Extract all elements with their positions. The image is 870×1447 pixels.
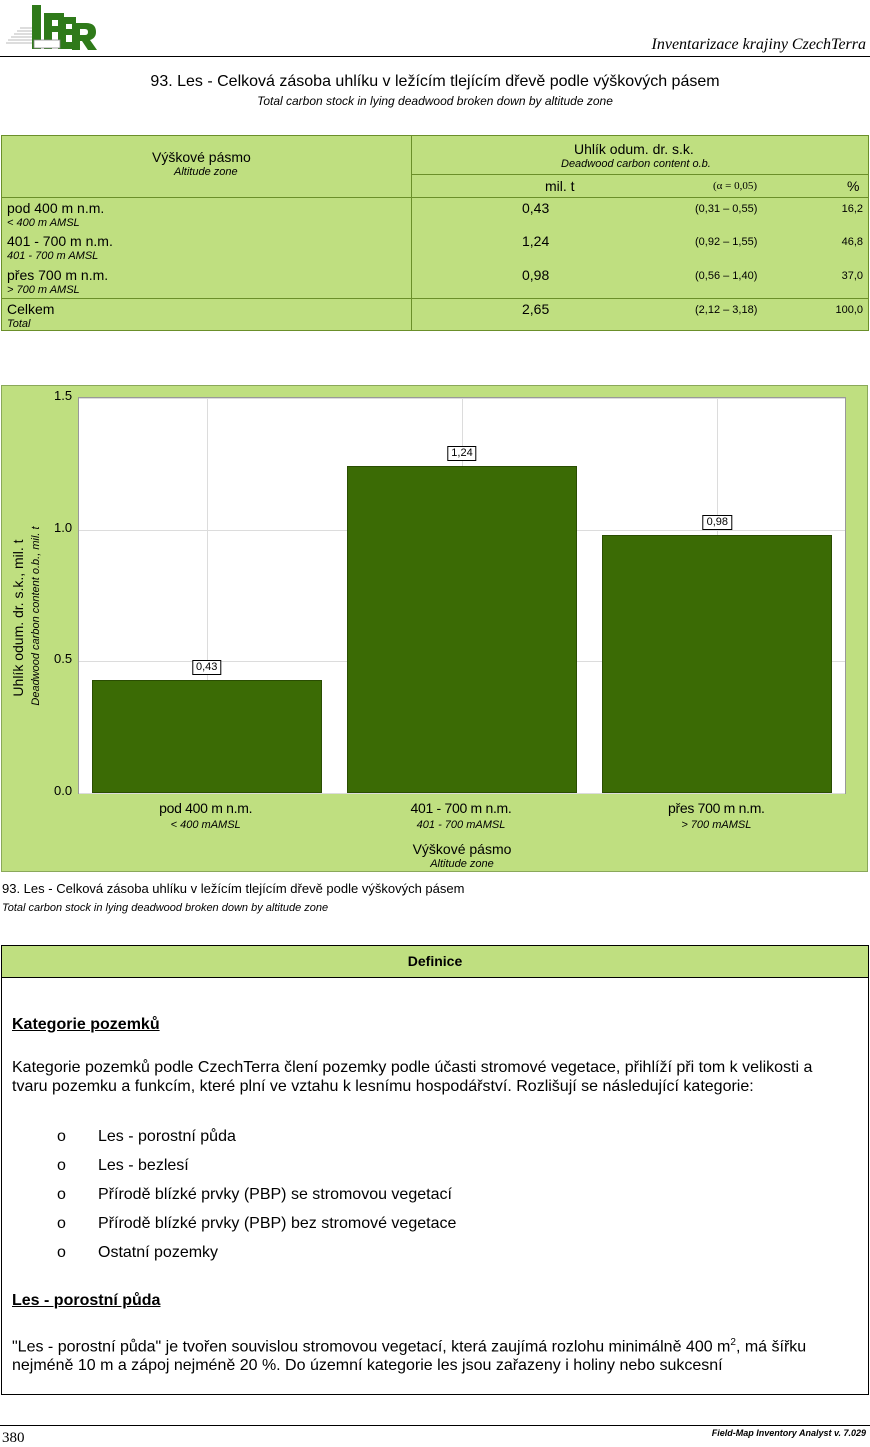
superscript: 2 <box>730 1337 736 1348</box>
data-table <box>1 135 869 331</box>
table-total-rule <box>2 298 869 299</box>
x-axis-sublabel: Altitude zone <box>430 858 494 870</box>
paragraph-text: "Les - porostní půda" je tvořen souvislou stromovou vegetací, která zaujímá rozlohu minimálně 400 m <box>12 1338 731 1356</box>
row-ci: (0,92 – 1,55) <box>695 236 758 248</box>
x-tick-label: pod 400 m n.m. <box>159 800 253 816</box>
row-sublabel: < 400 m AMSL <box>7 217 80 229</box>
grid-line <box>79 793 845 794</box>
definitions-box <box>1 945 869 1395</box>
list-item: Přírodě blízké prvky (PBP) se stromovou vegetací <box>98 1186 452 1203</box>
definitions-header: Definice <box>2 946 868 978</box>
col-carbon-subheader: Deadwood carbon content o.b. <box>561 158 711 170</box>
list-bullet: o <box>57 1157 66 1174</box>
y-tick-label: 0.5 <box>54 651 73 667</box>
table-column-divider <box>411 136 412 330</box>
table-header-divider <box>411 174 869 175</box>
y-tick-label: 1.5 <box>54 388 73 403</box>
row-ci-total: (2,12 – 3,18) <box>695 304 758 316</box>
row-percent: 37,0 <box>841 270 863 282</box>
x-tick-sublabel: > 700 mAMSL <box>681 819 752 831</box>
footer-divider <box>0 1425 870 1426</box>
row-value: 1,24 <box>522 233 550 249</box>
ifer-logo <box>6 3 98 53</box>
table-subtitle: Total carbon stock in lying deadwood broken down by altitude zone <box>257 94 613 108</box>
chart-caption: 93. Les - Celková zásoba uhlíku v ležícím tlejícím dřevě podle výškových pásem <box>2 881 465 896</box>
definition-paragraph <box>12 1333 842 1375</box>
page-number: 380 <box>2 1430 25 1446</box>
x-tick-label: přes 700 m n.m. <box>668 800 765 816</box>
row-percent: 46,8 <box>841 236 863 248</box>
x-tick-sublabel: 401 - 700 mAMSL <box>416 819 506 831</box>
x-tick-label: 401 - 700 m n.m. <box>410 800 512 816</box>
row-percent: 16,2 <box>841 203 863 215</box>
x-axis-label: Výškové pásmo <box>412 841 512 857</box>
row-label-total: Celkem <box>7 301 55 317</box>
plot-area <box>78 397 846 794</box>
row-label: přes 700 m n.m. <box>7 267 109 283</box>
header-divider <box>0 56 870 57</box>
col-altitude-subheader: Altitude zone <box>174 166 238 178</box>
list-bullet: o <box>57 1215 66 1232</box>
y-axis-label: Uhlík odum. dr. s.k., mil. t <box>10 539 26 697</box>
col-altitude-header: Výškové pásmo <box>152 149 251 165</box>
y-tick-label: 0.0 <box>54 783 73 798</box>
x-tick-sublabel: < 400 mAMSL <box>170 819 241 831</box>
col-alpha: (α = 0,05) <box>713 180 758 192</box>
row-value: 0,43 <box>522 200 550 216</box>
footer-software: Field-Map Inventory Analyst v. 7.029 <box>711 1428 866 1438</box>
list-item: Les - porostní půda <box>98 1128 236 1145</box>
definition-paragraph: Kategorie pozemků podle CzechTerra člení pozemky podle účasti stromové vegetace, přihlíží při tom k velikosti a tvaru pozemku a funkcím, které plní ve vztahu k lesnímu hospodářství. Rozlišují se následující kategorie: <box>12 1059 813 1095</box>
row-label: pod 400 m n.m. <box>7 200 105 216</box>
y-tick-label: 1.0 <box>54 519 73 535</box>
row-sublabel-total: Total <box>7 318 31 330</box>
table-title: 93. Les - Celková zásoba uhlíku v ležícím tlejícím dřevě podle výškových pásem <box>150 73 720 90</box>
row-value: 0,98 <box>522 267 550 283</box>
definition-heading: Les - porostní půda <box>12 1292 161 1309</box>
bar <box>602 535 832 793</box>
row-ci: (0,56 – 1,40) <box>695 270 758 282</box>
data-label: 0,98 <box>703 515 732 530</box>
chart-caption-sub: Total carbon stock in lying deadwood broken down by altitude zone <box>2 902 329 914</box>
row-sublabel: > 700 m AMSL <box>7 284 80 296</box>
y-axis-sublabel: Deadwood carbon content o.b., mil. t <box>30 526 42 706</box>
list-item: Přírodě blízké prvky (PBP) bez stromové vegetace <box>98 1215 457 1232</box>
data-label: 0,43 <box>192 660 221 675</box>
list-bullet: o <box>57 1186 66 1203</box>
list-bullet: o <box>57 1128 66 1145</box>
row-sublabel: 401 - 700 m AMSL <box>7 250 99 262</box>
row-ci: (0,31 – 0,55) <box>695 203 758 215</box>
col-unit: mil. t <box>545 178 575 194</box>
row-label: 401 - 700 m n.m. <box>7 233 113 249</box>
paragraph-text: , má šířku nejméně 10 m a zápoj nejméně 20 %. Do územní kategorie les jsou zařazeny i holiny nebo sukcesní <box>12 1338 807 1375</box>
list-item: Ostatní pozemky <box>98 1244 219 1261</box>
col-percent: % <box>847 178 860 194</box>
definition-heading: Kategorie pozemků <box>12 1016 160 1033</box>
bar-chart <box>1 385 868 872</box>
row-value-total: 2,65 <box>522 301 550 317</box>
list-bullet: o <box>57 1244 66 1261</box>
data-label: 1,24 <box>447 446 476 461</box>
bar <box>92 680 322 793</box>
bar <box>347 466 577 793</box>
header-title: Inventarizace krajiny CzechTerra <box>651 36 866 53</box>
table-header-rule <box>2 197 869 198</box>
row-percent-total: 100,0 <box>835 304 863 316</box>
list-item: Les - bezlesí <box>98 1157 189 1174</box>
col-carbon-header: Uhlík odum. dr. s.k. <box>574 141 694 157</box>
